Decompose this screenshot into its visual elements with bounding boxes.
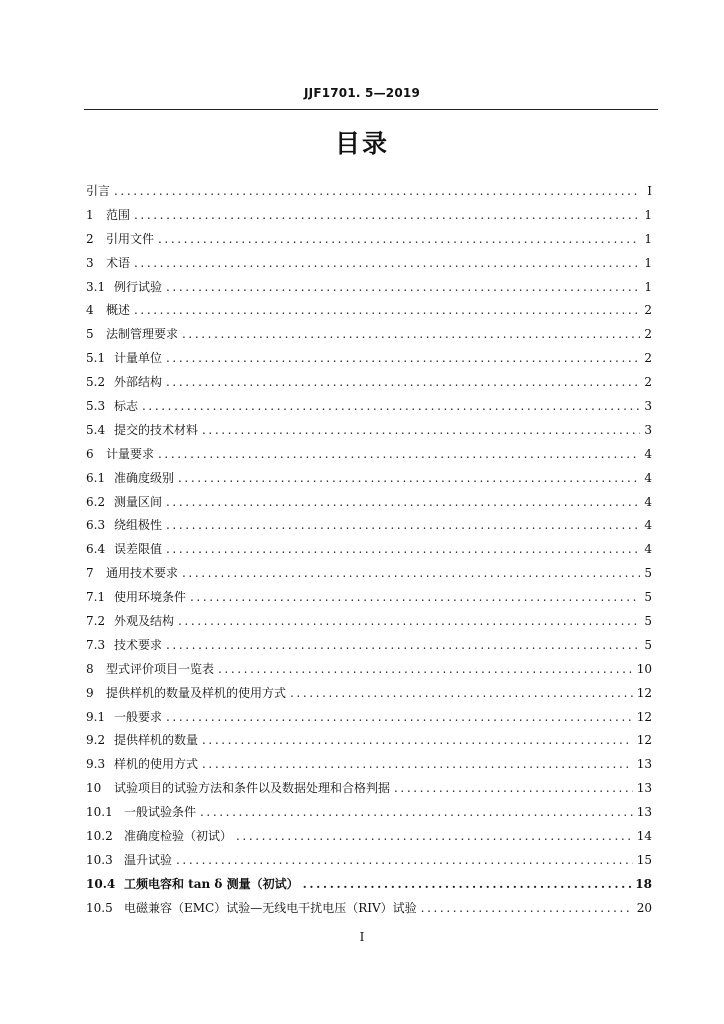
- dot-leader: [166, 706, 633, 730]
- dot-leader: [190, 586, 640, 610]
- toc-page: 1: [644, 231, 652, 246]
- toc-label: 提交的技术材料: [114, 422, 199, 437]
- toc-label: 技术要求: [114, 637, 163, 652]
- toc-entry[interactable]: [86, 610, 652, 634]
- toc-page: 14: [636, 829, 652, 844]
- toc-number: 2: [86, 231, 94, 246]
- toc-entry[interactable]: [86, 347, 652, 371]
- toc-entry[interactable]: [86, 419, 652, 443]
- document-code: JJF1701. 5—2019: [303, 86, 420, 100]
- dot-leader: [166, 634, 640, 658]
- toc-entry[interactable]: [86, 562, 652, 586]
- toc-page: 5: [644, 637, 652, 652]
- toc-page: 5: [644, 566, 652, 581]
- toc-number: 5.4: [86, 422, 106, 437]
- dot-leader: [166, 347, 640, 371]
- toc-label: 概述: [106, 303, 131, 318]
- toc-label: 例行试验: [114, 279, 163, 294]
- toc-label: 试验项目的试验方法和条件以及数据处理和合格判据: [114, 781, 391, 796]
- dot-leader: [182, 323, 640, 347]
- toc-label: 使用环境条件: [114, 590, 187, 605]
- toc-entry[interactable]: [86, 491, 652, 515]
- toc-number: 9: [86, 685, 94, 700]
- toc-label: 准确度检验（初试）: [124, 829, 233, 844]
- toc-page: 13: [636, 781, 652, 796]
- toc-page: 5: [644, 614, 652, 629]
- toc-number: 6.3: [86, 518, 106, 533]
- toc-label: 外观及结构: [114, 614, 175, 629]
- toc-label: 范围: [106, 207, 131, 222]
- dot-leader: [290, 682, 633, 706]
- toc-entry[interactable]: [86, 276, 652, 300]
- toc-label: 计量要求: [106, 446, 155, 461]
- dot-leader: [202, 729, 633, 753]
- toc-number: 10.5: [86, 900, 113, 915]
- toc-label: 误差限值: [114, 542, 163, 557]
- dot-leader: [166, 538, 640, 562]
- toc-page: 4: [644, 494, 652, 509]
- toc-number: 10.2: [86, 829, 113, 844]
- toc-page: I: [647, 184, 652, 198]
- toc-entry[interactable]: [86, 180, 652, 204]
- toc-page: 2: [644, 375, 652, 390]
- dot-leader: [394, 777, 633, 801]
- toc-entry[interactable]: [86, 204, 652, 228]
- dot-leader: [158, 443, 640, 467]
- toc-page: 1: [644, 279, 652, 294]
- dot-leader: [236, 825, 633, 849]
- dot-leader: [178, 467, 640, 491]
- toc-page: 1: [644, 255, 652, 270]
- toc-entry[interactable]: [86, 323, 652, 347]
- toc-page: 13: [636, 757, 652, 772]
- toc-number: 引言: [86, 184, 111, 198]
- toc-label: 绕组极性: [114, 518, 163, 533]
- toc-entry[interactable]: [86, 658, 652, 682]
- toc-entry[interactable]: [86, 586, 652, 610]
- toc-page: 5: [644, 590, 652, 605]
- toc-number: 5.2: [86, 375, 106, 390]
- toc-label: 术语: [106, 255, 131, 270]
- toc-entry[interactable]: [86, 443, 652, 467]
- dot-leader: [202, 753, 633, 777]
- toc-page: 2: [644, 351, 652, 366]
- toc-page: 1: [644, 207, 652, 222]
- dot-leader: [134, 204, 640, 228]
- toc-page: 3: [644, 399, 652, 414]
- toc-number: 10.4: [86, 876, 116, 891]
- toc-entry[interactable]: [86, 467, 652, 491]
- toc-label: 工频电容和 tan δ 测量（初试）: [124, 876, 299, 891]
- toc-page: 12: [636, 733, 652, 748]
- toc-entry[interactable]: [86, 682, 652, 706]
- toc-number: 10: [86, 781, 102, 796]
- dot-leader: [166, 491, 640, 515]
- toc-label: 电磁兼容（EMC）试验—无线电干扰电压（RIV）试验: [124, 900, 417, 915]
- toc-entry[interactable]: [86, 228, 652, 252]
- dot-leader: [200, 801, 633, 825]
- dot-leader: [176, 849, 633, 873]
- toc-entry[interactable]: [86, 706, 652, 730]
- dot-leader: [166, 514, 640, 538]
- toc-entry[interactable]: [86, 634, 652, 658]
- toc-entry[interactable]: [86, 538, 652, 562]
- toc-entry[interactable]: [86, 825, 652, 849]
- toc-entry[interactable]: [86, 777, 652, 801]
- toc-number: 7.3: [86, 637, 106, 652]
- toc-number: 10.1: [86, 805, 113, 820]
- toc-entry[interactable]: [86, 395, 652, 419]
- toc-number: 5.1: [86, 351, 106, 366]
- dot-leader: [142, 395, 640, 419]
- toc-entry[interactable]: [86, 897, 652, 921]
- dot-leader: [134, 252, 640, 276]
- toc-number: 9.2: [86, 733, 106, 748]
- toc-page: 12: [636, 709, 652, 724]
- toc-page: 13: [636, 805, 652, 820]
- toc-number: 1: [86, 207, 94, 222]
- toc-page: 18: [635, 876, 652, 891]
- toc-page: 4: [644, 446, 652, 461]
- toc-label: 准确度级别: [114, 470, 175, 485]
- toc-number: 9.3: [86, 757, 106, 772]
- toc-entry[interactable]: [86, 252, 652, 276]
- toc-page: 15: [636, 852, 652, 867]
- toc-label: 引用文件: [106, 231, 155, 246]
- toc-page: 4: [644, 542, 652, 557]
- toc-number: 6.4: [86, 542, 106, 557]
- toc-number: 7: [86, 566, 94, 581]
- dot-leader: [166, 276, 640, 300]
- toc-label: 温升试验: [124, 852, 173, 867]
- toc-page: 2: [644, 303, 652, 318]
- toc-number: 7.2: [86, 614, 106, 629]
- toc-entry[interactable]: [86, 873, 652, 897]
- toc-number: 10.3: [86, 852, 113, 867]
- toc-page: 12: [636, 685, 652, 700]
- toc-label: 外部结构: [114, 375, 163, 390]
- table-of-contents: [86, 180, 652, 921]
- dot-leader: [166, 371, 640, 395]
- dot-leader: [114, 180, 640, 204]
- toc-label: 标志: [114, 399, 139, 414]
- dot-leader: [218, 658, 633, 682]
- toc-label: 型式评价项目一览表: [106, 661, 215, 676]
- dot-leader: [178, 610, 640, 634]
- dot-leader: [158, 228, 640, 252]
- toc-number: 5: [86, 327, 94, 342]
- toc-number: 6.2: [86, 494, 106, 509]
- toc-number: 6: [86, 446, 94, 461]
- toc-number: 7.1: [86, 590, 106, 605]
- toc-label: 提供样机的数量及样机的使用方式: [106, 685, 287, 700]
- toc-entry[interactable]: [86, 849, 652, 873]
- toc-label: 一般要求: [114, 709, 163, 724]
- toc-page: 20: [636, 900, 652, 915]
- toc-entry[interactable]: [86, 299, 652, 323]
- toc-entry[interactable]: [86, 371, 652, 395]
- toc-number: 4: [86, 303, 94, 318]
- toc-label: 提供样机的数量: [114, 733, 199, 748]
- toc-label: 一般试验条件: [124, 805, 197, 820]
- toc-page: 2: [644, 327, 652, 342]
- header-rule: [84, 109, 658, 110]
- toc-entry[interactable]: [86, 753, 652, 777]
- toc-entry[interactable]: [86, 729, 652, 753]
- toc-label: 计量单位: [114, 351, 163, 366]
- toc-number: 3: [86, 255, 94, 270]
- toc-label: 通用技术要求: [106, 566, 179, 581]
- page-title: 目录: [334, 129, 389, 158]
- toc-page: 4: [644, 518, 652, 533]
- toc-entry[interactable]: [86, 514, 652, 538]
- dot-leader: [202, 419, 640, 443]
- page-number: I: [359, 930, 365, 944]
- toc-page: 10: [636, 661, 652, 676]
- toc-number: 8: [86, 661, 94, 676]
- toc-number: 6.1: [86, 470, 106, 485]
- toc-number: 5.3: [86, 399, 106, 414]
- toc-entry[interactable]: [86, 801, 652, 825]
- toc-number: 3.1: [86, 279, 106, 294]
- toc-number: 9.1: [86, 709, 106, 724]
- dot-leader: [134, 299, 640, 323]
- toc-page: 3: [644, 422, 652, 437]
- dot-leader: [303, 873, 632, 897]
- toc-page: 4: [644, 470, 652, 485]
- toc-label: 样机的使用方式: [114, 757, 199, 772]
- dot-leader: [421, 897, 633, 921]
- toc-label: 测量区间: [114, 494, 163, 509]
- toc-label: 法制管理要求: [106, 327, 179, 342]
- dot-leader: [182, 562, 640, 586]
